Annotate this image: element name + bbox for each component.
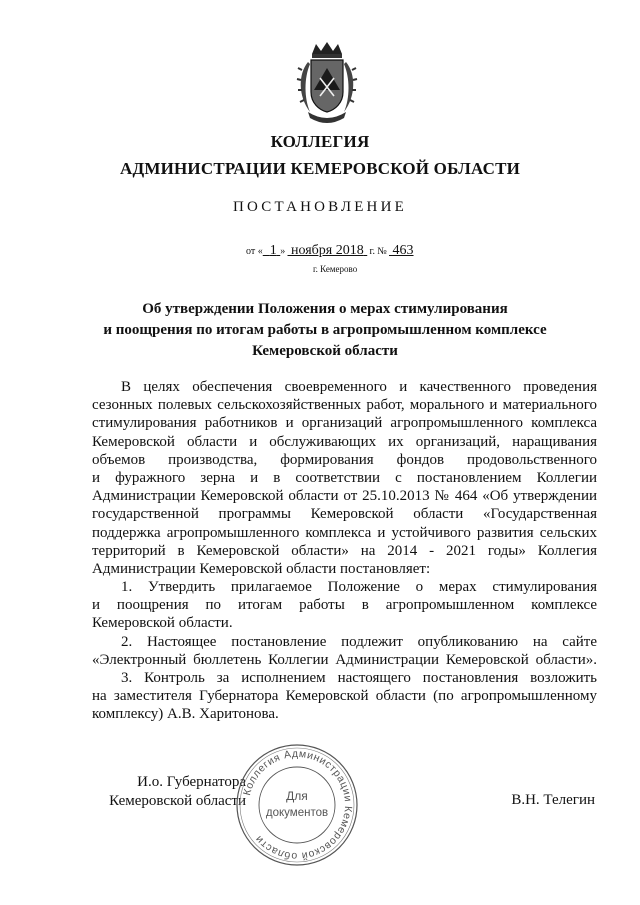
collegium-heading: КОЛЛЕГИЯ (270, 132, 370, 151)
body-line: на заместителя Губернатора Кемеровской области (по агропромышленному (92, 688, 597, 705)
body-line: «Электронный бюллетень Коллегии Администрации Кемеровской области». (92, 651, 597, 668)
date-mid: » (280, 246, 286, 257)
signatory-name: В.Н. Телегин (511, 792, 595, 808)
body-line: Кемеровской области. (92, 615, 233, 632)
body-line: 1. Утвердить прилагаемое Положение о мерах стимулирования (121, 579, 597, 596)
document-number: 463 (392, 243, 414, 258)
body-line: 2. Настоящее постановление подлежит опубликованию на сайте (121, 633, 597, 650)
body-line: объемов производства, формирования фондов продовольственного (92, 451, 597, 468)
body-line: и поощрения по итогам работы в агропромышленном комплексе (92, 597, 597, 614)
date-day: 1 (269, 243, 277, 258)
body-line: 3. Контроль за исполнением настоящего постановления возложить (121, 670, 597, 686)
official-stamp (232, 740, 362, 870)
body-line: сезонных полевых сельскохозяйственных работ, морального и материального (92, 397, 597, 414)
body-line: государственной программы Кемеровской области «Государственная (92, 506, 597, 523)
body-line: Администрации Кемеровской области от 25.10.2013 № 464 «Об утверждении (92, 488, 597, 505)
body-line: В целях обеспечения своевременного и качественного проведения (121, 379, 597, 395)
stamp-ring-text: Коллегия Администрации Кемеровской области (241, 747, 355, 863)
number-prefix: № (377, 246, 387, 257)
title-line: и поощрения по итогам работы в агропромышленном комплексе (103, 322, 547, 338)
body-line: территорий в Кемеровской области» на 2014 - 2021 годы» Коллегия (92, 542, 597, 559)
position-line: Кемеровской области (109, 793, 246, 809)
date-number-line (246, 243, 456, 259)
document-title (60, 299, 590, 362)
year-suffix: г. (369, 246, 375, 257)
signatory-position (100, 773, 246, 811)
city-name: г. Кемерово (313, 264, 358, 274)
svg-text:Коллегия Администрации Кемеров (241, 748, 354, 862)
body-line: поддержка агропромышленного комплекса и устойчивого развития сельских (92, 524, 597, 541)
body-line: Кемеровской области и обслуживающих их организаций, наращивания (92, 433, 597, 450)
date-month-year: ноября 2018 (291, 243, 364, 258)
title-line: Об утверждении Положения о мерах стимулирования (142, 301, 508, 317)
date-prefix: от « (246, 246, 263, 257)
body-line: Администрации Кемеровской области постановляет: (92, 560, 431, 577)
coat-of-arms-emblem (296, 40, 358, 124)
position-line: И.о. Губернатора (137, 774, 246, 790)
body-line: комплексу) А.В. Харитонова. (92, 706, 279, 723)
document-body (92, 378, 597, 724)
title-line: Кемеровской области (252, 343, 398, 359)
administration-heading: АДМИНИСТРАЦИИ КЕМЕРОВСКОЙ ОБЛАСТИ (119, 159, 521, 178)
body-line: стимулирования работников и организаций агропромышленного комплекса (92, 415, 597, 432)
body-line: и фуражного зерна и в соответствии с постановлением Коллегии (92, 469, 597, 486)
stamp-center-line1: Для (286, 789, 308, 803)
document-type: ПОСТАНОВЛЕНИЕ (233, 199, 407, 215)
stamp-center-line2: документов (265, 807, 329, 819)
